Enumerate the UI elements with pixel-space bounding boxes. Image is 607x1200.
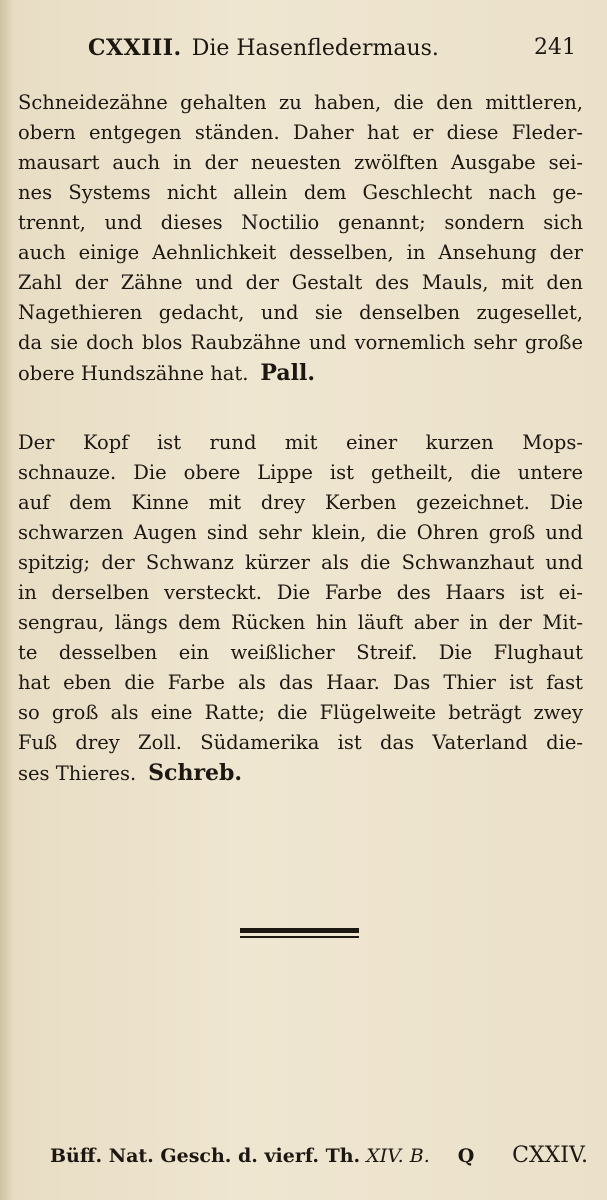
text-line: sengrau, längs dem Rücken hin läuft aber in der Mit-: [18, 611, 583, 634]
section-divider-rule: [240, 928, 359, 940]
text-line: obern entgegen ständen. Daher hat er diese Fleder-: [18, 121, 583, 144]
chapter-number: CXXIII.: [88, 35, 182, 61]
text-line: mausart auch in der neuesten zwölften Ausgabe sei-: [18, 151, 583, 174]
paragraph-continuation: [18, 88, 583, 388]
page-number: 241: [534, 35, 576, 60]
text-line: schnauze. Die obere Lippe ist getheilt, die untere: [18, 461, 583, 484]
text-line: auch einige Aehnlichkeit desselben, in Ansehung der: [18, 241, 583, 264]
text-line: obere Hundszähne hat.: [18, 362, 249, 385]
signature-volume: XIV. B.: [366, 1145, 430, 1167]
text-line: so groß als eine Ratte; die Flügelweite beträgt zwey: [18, 701, 583, 724]
author-signature-schreber: Schreb.: [148, 760, 243, 786]
page-footer: [50, 1136, 590, 1176]
text-line: hat eben die Farbe als das Haar. Das Thier ist fast: [18, 671, 583, 694]
text-line: Zahl der Zähne und der Gestalt des Mauls, mit den: [18, 271, 583, 294]
divider-thick-line: [240, 928, 359, 933]
text-line-last: [18, 758, 583, 788]
catchword: CXXIV.: [512, 1143, 588, 1168]
text-line: auf dem Kinne mit drey Kerben gezeichnet. Die: [18, 491, 583, 514]
author-signature-pallas: Pall.: [260, 360, 316, 386]
text-line: da sie doch blos Raubzähne und vornemlich sehr große: [18, 331, 583, 354]
text-line: spitzig; der Schwanz kürzer als die Schwanzhaut und: [18, 551, 583, 574]
gathering-mark: Q: [457, 1145, 475, 1167]
text-line: te desselben ein weißlicher Streif. Die Flughaut: [18, 641, 583, 664]
chapter-title: Die Hasenfledermaus.: [191, 36, 439, 61]
text-line: schwarzen Augen sind sehr klein, die Ohren groß und: [18, 521, 583, 544]
text-line: nes Systems nicht allein dem Geschlecht nach ge-: [18, 181, 583, 204]
text-line: trennt, und dieses Noctilio genannt; sondern sich: [18, 211, 583, 234]
text-line: in derselben versteckt. Die Farbe des Haars ist ei-: [18, 581, 583, 604]
text-line: Fuß drey Zoll. Südamerika ist das Vaterland die-: [18, 731, 583, 754]
signature-line-text: Büff. Nat. Gesch. d. vierf. Th.: [50, 1145, 361, 1167]
paragraph-description: [18, 428, 583, 788]
text-line: Schneidezähne gehalten zu haben, die den mittleren,: [18, 91, 583, 114]
divider-thin-line: [240, 936, 359, 938]
text-line: Nagethieren gedacht, und sie denselben zugesellet,: [18, 301, 583, 324]
running-head: [88, 30, 588, 66]
text-line: Der Kopf ist rund mit einer kurzen Mops-: [18, 431, 583, 454]
text-line: ses Thieres.: [18, 762, 137, 785]
text-line-last: [18, 358, 583, 388]
